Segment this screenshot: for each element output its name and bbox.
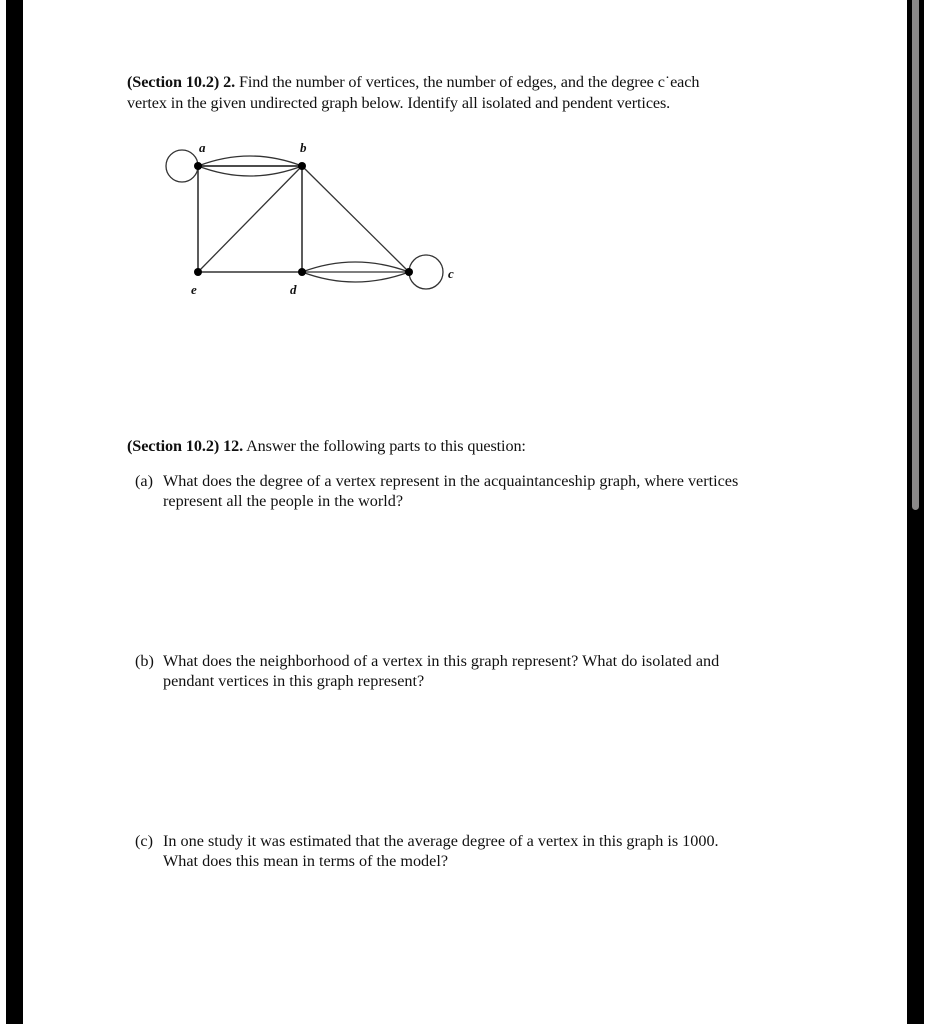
part-c-line1: In one study it was estimated that the average degree of a vertex in this graph is 1000.: [163, 832, 719, 850]
vertex-c: [405, 268, 413, 276]
left-frame-bar: [6, 0, 23, 1024]
vertex-label-c: c: [448, 266, 454, 281]
problem-12-intro: Answer the following parts to this question:: [246, 437, 526, 455]
vertex-a: [194, 162, 202, 170]
part-c-line2: What does this mean in terms of the model?: [163, 852, 449, 870]
vertex-e: [194, 268, 202, 276]
vertex-d: [298, 268, 306, 276]
problem-2-section: (Section 10.2): [127, 73, 220, 91]
part-b-label: (b): [135, 652, 154, 670]
problem-2-number: 2.: [223, 73, 236, 91]
loop-c: [409, 255, 443, 289]
problem-12-number: 12.: [223, 437, 244, 455]
scrollbar-thumb[interactable]: [912, 0, 919, 510]
vertex-label-d: d: [290, 282, 297, 297]
part-a-line1: What does the degree of a vertex represent in the acquaintanceship graph, where vertices: [163, 472, 739, 490]
part-b-line1: What does the neighborhood of a vertex in this graph represent? What do isolated and: [163, 652, 720, 670]
problem-12-text: [127, 436, 817, 457]
undirected-graph-figure: [150, 130, 470, 310]
part-a-line2: represent all the people in the world?: [163, 492, 404, 510]
vertex-label-e: e: [191, 282, 197, 297]
loop-a: [166, 150, 198, 182]
problem-12-section: (Section 10.2): [127, 437, 220, 455]
problem-2-line2: vertex in the given undirected graph below. Identify all isolated and pendent vertices.: [127, 94, 671, 112]
vertex-b: [298, 162, 306, 170]
problem-2-line1: Find the number of vertices, the number of edges, and the degree c˙each: [238, 73, 700, 91]
part-a-label: (a): [135, 472, 153, 490]
part-c-label: (c): [135, 832, 153, 850]
problem-2-text: [127, 72, 817, 114]
vertex-label-b: b: [300, 140, 307, 155]
vertex-label-a: a: [199, 140, 206, 155]
part-b-line2: pendant vertices in this graph represent?: [163, 672, 425, 690]
